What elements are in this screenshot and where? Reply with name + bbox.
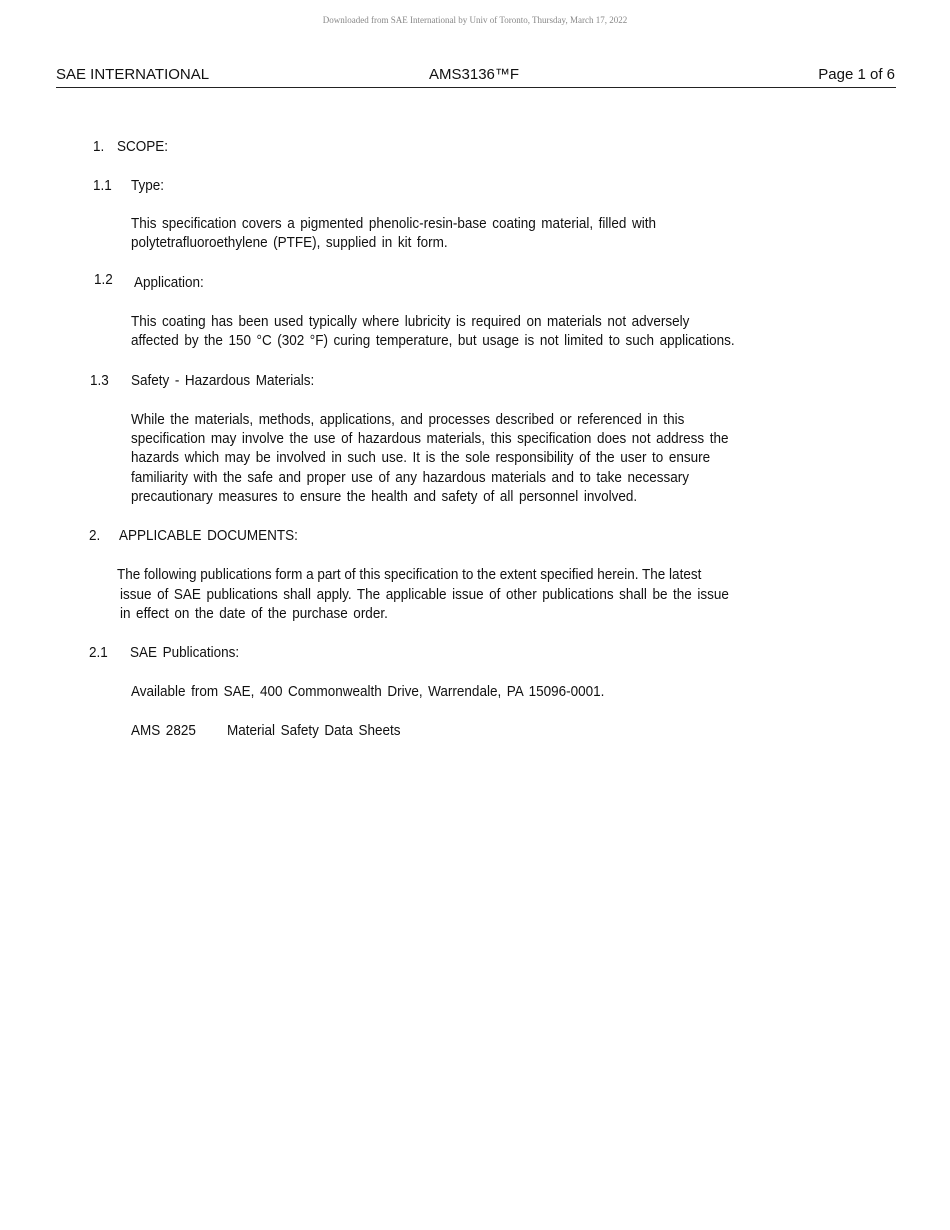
paragraph-line: The following publications form a part of this specification to the extent specified herein. The latest	[117, 566, 702, 583]
paragraph-line: While the materials, methods, applications, and processes described or referenced in this	[131, 411, 685, 428]
paragraph-line: polytetrafluoroethylene (PTFE), supplied in kit form.	[131, 234, 448, 251]
section-1-3-number: 1.3	[90, 372, 109, 389]
section-1-1-number: 1.1	[93, 177, 112, 194]
section-1-2-number: 1.2	[94, 271, 113, 288]
download-watermark: Downloaded from SAE International by Univ of Toronto, Thursday, March 17, 2022	[322, 15, 628, 25]
section-2-number: 2.	[89, 527, 101, 544]
paragraph-line: familiarity with the safe and proper use of any hazardous materials and to take necessary	[131, 469, 689, 486]
reference-title: Material Safety Data Sheets	[227, 722, 401, 739]
paragraph-line: hazards which may be involved in such use. It is the sole responsibility of the user to ensure	[131, 449, 711, 466]
paragraph-line: in effect on the date of the purchase order.	[120, 605, 388, 622]
header-page-number: Page 1 of 6	[818, 66, 895, 83]
paragraph-line: precautionary measures to ensure the health and safety of all personnel involved.	[131, 488, 638, 505]
section-2-title: APPLICABLE DOCUMENTS:	[119, 527, 298, 544]
paragraph-line: This specification covers a pigmented phenolic-resin-base coating material, filled with	[131, 215, 656, 232]
section-1-title: SCOPE:	[117, 138, 169, 155]
paragraph-line: specification may involve the use of hazardous materials, this specification does not address the	[131, 430, 729, 447]
section-1-3-title: Safety - Hazardous Materials:	[131, 372, 315, 389]
paragraph-line: issue of SAE publications shall apply. The applicable issue of other publications shall be the issue	[120, 586, 729, 603]
section-1-2-title: Application:	[134, 274, 204, 291]
section-1-number: 1.	[93, 138, 105, 155]
section-2-1-number: 2.1	[89, 644, 108, 661]
section-1-1-title: Type:	[131, 177, 165, 194]
paragraph-line: affected by the 150 °C (302 °F) curing temperature, but usage is not limited to such applications.	[131, 332, 735, 349]
paragraph-line: This coating has been used typically where lubricity is required on materials not adversely	[131, 313, 690, 330]
sae-address: Available from SAE, 400 Commonwealth Drive, Warrendale, PA 15096-0001.	[131, 683, 605, 700]
reference-id: AMS 2825	[131, 722, 196, 739]
header-rule	[56, 87, 896, 88]
header-doc-id: AMS3136™F	[429, 66, 520, 83]
section-2-1-title: SAE Publications:	[130, 644, 240, 661]
header-org: SAE INTERNATIONAL	[56, 66, 210, 83]
